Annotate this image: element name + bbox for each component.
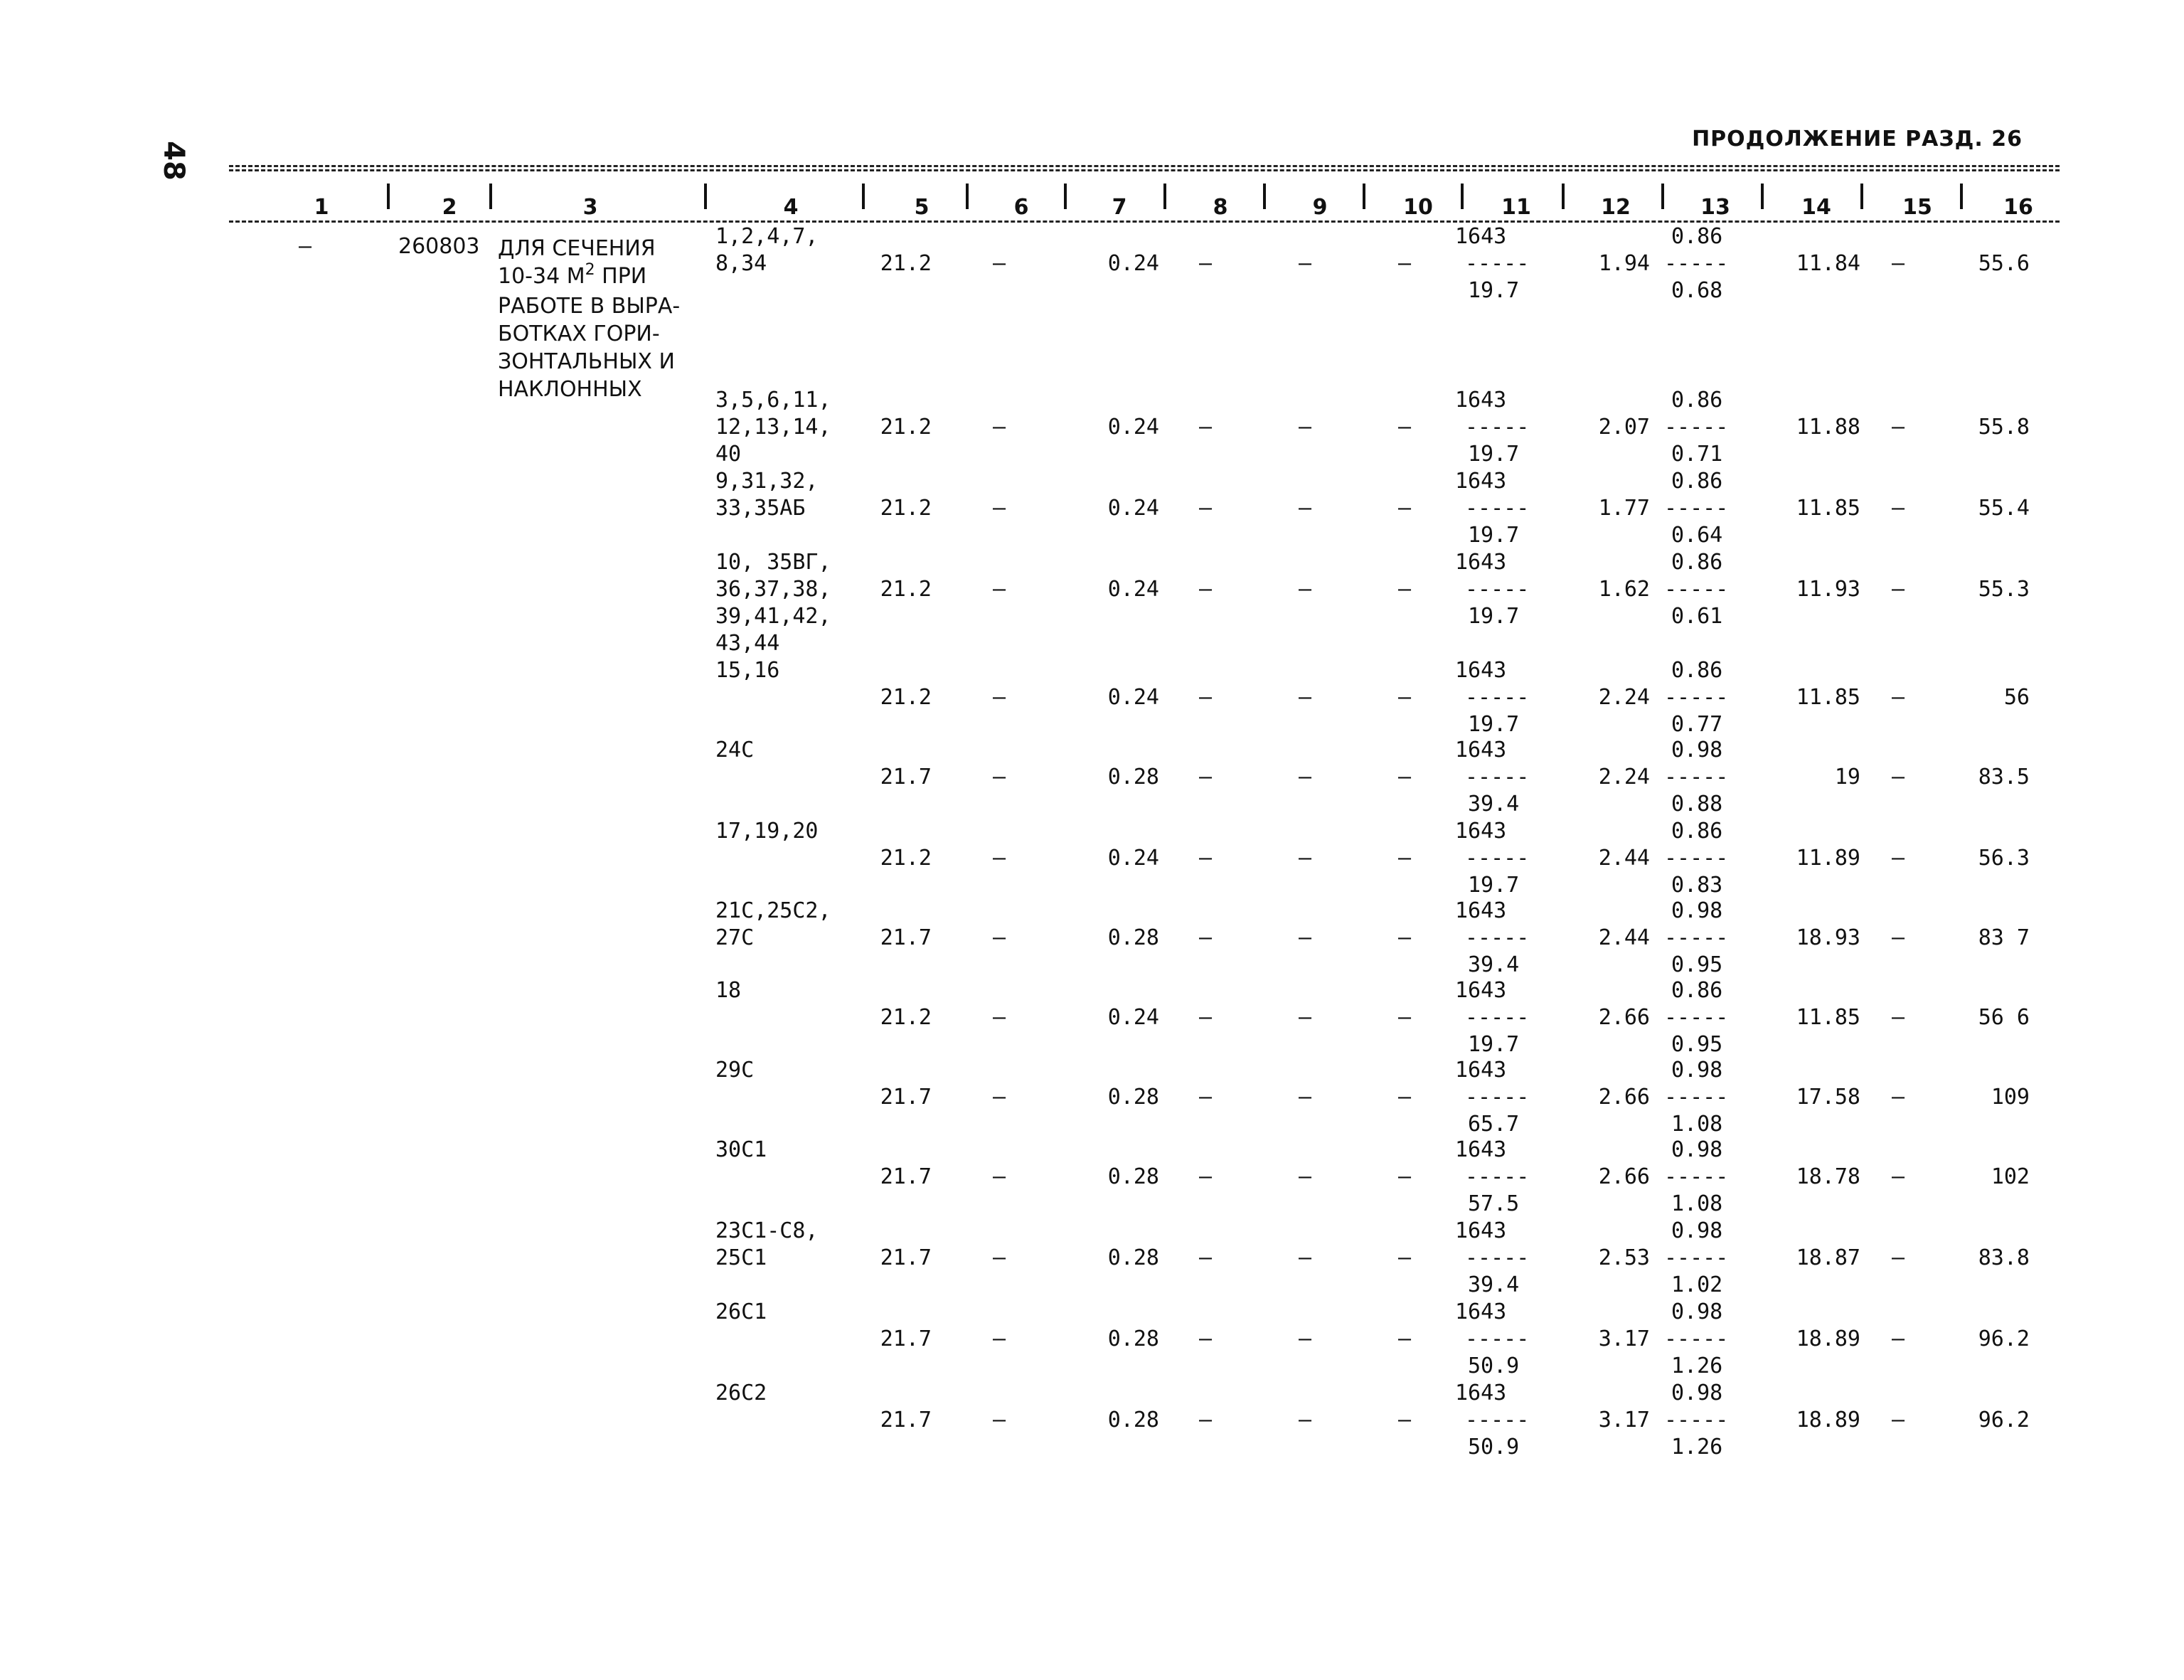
col15-value: – xyxy=(1892,1005,1905,1030)
col13-fraction-bar: ----- xyxy=(1664,1164,1729,1189)
col11-numerator: 1643 xyxy=(1455,469,1507,494)
col13-numerator: 0.98 xyxy=(1671,1137,1723,1162)
col13-denominator: 0.95 xyxy=(1671,1032,1723,1057)
col13-denominator: 1.08 xyxy=(1671,1191,1723,1216)
col5-value: 21.7 xyxy=(880,925,932,950)
col13-numerator: 0.98 xyxy=(1671,1381,1723,1405)
col13-denominator: 0.83 xyxy=(1671,873,1723,898)
col11-fraction-bar: ----- xyxy=(1465,765,1530,790)
col12-value: 3.17 xyxy=(1598,1327,1650,1351)
col11-numerator: 1643 xyxy=(1455,1299,1507,1324)
header-top-rule xyxy=(229,165,2060,167)
col15-value: – xyxy=(1892,415,1905,440)
col11-fraction-bar: ----- xyxy=(1465,251,1530,276)
col8-value: – xyxy=(1199,1005,1213,1030)
col4-line: 21С,25С2, xyxy=(715,898,831,923)
col11-numerator: 1643 xyxy=(1455,224,1507,249)
col7-value: 0.28 xyxy=(1107,765,1159,790)
col10-value: – xyxy=(1398,846,1412,871)
col13-fraction-bar: ----- xyxy=(1664,1085,1729,1110)
col9-value: – xyxy=(1299,496,1312,521)
col7-value: 0.24 xyxy=(1107,496,1159,521)
col11-fraction-bar: ----- xyxy=(1465,1085,1530,1110)
col11-numerator: 1643 xyxy=(1455,658,1507,683)
col8-value: – xyxy=(1199,1327,1213,1351)
col13-numerator: 0.86 xyxy=(1671,550,1723,575)
col5-value: 21.2 xyxy=(880,846,932,871)
col12-value: 2.07 xyxy=(1598,415,1650,440)
col7-value: 0.24 xyxy=(1107,251,1159,276)
col10-value: – xyxy=(1398,925,1412,950)
col5-value: 21.7 xyxy=(880,765,932,790)
col11-denominator: 19.7 xyxy=(1468,712,1520,737)
col14-value: 11.84 xyxy=(1796,251,1860,276)
col13-numerator: 0.98 xyxy=(1671,1218,1723,1243)
col5-value: 21.2 xyxy=(880,496,932,521)
col13-numerator: 0.86 xyxy=(1671,819,1723,844)
col5-value: 21.7 xyxy=(880,1408,932,1432)
col15-value: – xyxy=(1892,1327,1905,1351)
col7-value: 0.24 xyxy=(1107,685,1159,710)
col4-line: 15,16 xyxy=(715,658,780,683)
col11-fraction-bar: ----- xyxy=(1465,1164,1530,1189)
col13-numerator: 0.86 xyxy=(1671,388,1723,413)
header-separator xyxy=(1163,184,1166,209)
col15-value: – xyxy=(1892,1085,1905,1110)
col12-value: 2.44 xyxy=(1598,925,1650,950)
header-separator xyxy=(1064,184,1067,209)
col6-value: – xyxy=(993,765,1006,790)
col16-value: 56 6 xyxy=(1978,1005,2030,1030)
col12-value: 2.24 xyxy=(1598,685,1650,710)
col7-value: 0.24 xyxy=(1107,1005,1159,1030)
col14-value: 11.88 xyxy=(1796,415,1860,440)
header-col-14: 14 xyxy=(1801,195,1831,220)
col11-numerator: 1643 xyxy=(1455,1058,1507,1083)
col13-denominator: 1.26 xyxy=(1671,1435,1723,1460)
col16-value: 55.6 xyxy=(1978,251,2030,276)
header-col-1: 1 xyxy=(314,195,329,220)
col6-value: – xyxy=(993,577,1006,602)
col11-denominator: 39.4 xyxy=(1468,792,1520,817)
col16-value: 109 xyxy=(1991,1085,2030,1110)
col16-value: 56.3 xyxy=(1978,846,2030,871)
col10-value: – xyxy=(1398,577,1412,602)
col14-value: 18.87 xyxy=(1796,1245,1860,1270)
col13-numerator: 0.98 xyxy=(1671,1058,1723,1083)
header-col-3: 3 xyxy=(582,195,598,220)
col8-value: – xyxy=(1199,1164,1213,1189)
col16-value: 83.8 xyxy=(1978,1245,2030,1270)
col11-fraction-bar: ----- xyxy=(1465,496,1530,521)
col14-value: 11.93 xyxy=(1796,577,1860,602)
col7-value: 0.24 xyxy=(1107,577,1159,602)
col12-value: 1.94 xyxy=(1598,251,1650,276)
header-col-15: 15 xyxy=(1902,195,1932,220)
col11-numerator: 1643 xyxy=(1455,1137,1507,1162)
col15-value: – xyxy=(1892,1164,1905,1189)
col4-line: 8,34 xyxy=(715,251,767,276)
col11-denominator: 39.4 xyxy=(1468,952,1520,977)
col11-denominator: 19.7 xyxy=(1468,278,1520,303)
col6-value: – xyxy=(993,1085,1006,1110)
col11-denominator: 19.7 xyxy=(1468,1032,1520,1057)
col15-value: – xyxy=(1892,925,1905,950)
col5-value: 21.7 xyxy=(880,1164,932,1189)
col14-value: 11.85 xyxy=(1796,685,1860,710)
col6-value: – xyxy=(993,415,1006,440)
col13-numerator: 0.86 xyxy=(1671,978,1723,1003)
col8-value: – xyxy=(1199,846,1213,871)
col9-value: – xyxy=(1299,1005,1312,1030)
col16-value: 96.2 xyxy=(1978,1408,2030,1432)
col10-value: – xyxy=(1398,251,1412,276)
col4-line: 36,37,38, xyxy=(715,577,831,602)
col4-line: 33,35АБ xyxy=(715,496,806,521)
col11-numerator: 1643 xyxy=(1455,978,1507,1003)
col7-value: 0.28 xyxy=(1107,925,1159,950)
col6-value: – xyxy=(993,1327,1006,1351)
col9-value: – xyxy=(1299,1085,1312,1110)
col9-value: – xyxy=(1299,577,1312,602)
col4-line: 10, 35ВГ, xyxy=(715,550,831,575)
col5-value: 21.7 xyxy=(880,1085,932,1110)
col7-value: 0.28 xyxy=(1107,1085,1159,1110)
col13-numerator: 0.86 xyxy=(1671,224,1723,249)
col7-value: 0.28 xyxy=(1107,1245,1159,1270)
col13-fraction-bar: ----- xyxy=(1664,1245,1729,1270)
col13-fraction-bar: ----- xyxy=(1664,925,1729,950)
col5-value: 21.2 xyxy=(880,577,932,602)
entry-col1: – xyxy=(299,234,312,259)
col12-value: 1.62 xyxy=(1598,577,1650,602)
header-separator xyxy=(1562,184,1565,209)
col14-value: 18.89 xyxy=(1796,1327,1860,1351)
header-col-7: 7 xyxy=(1112,195,1127,220)
col4-line: 1,2,4,7, xyxy=(715,224,819,249)
col8-value: – xyxy=(1199,1408,1213,1432)
col9-value: – xyxy=(1299,925,1312,950)
header-separator xyxy=(1461,184,1464,209)
header-separator xyxy=(966,184,969,209)
col12-value: 3.17 xyxy=(1598,1408,1650,1432)
col16-value: 96.2 xyxy=(1978,1327,2030,1351)
col11-numerator: 1643 xyxy=(1455,898,1507,923)
header-col-4: 4 xyxy=(783,195,799,220)
col4-line: 9,31,32, xyxy=(715,469,819,494)
col7-value: 0.28 xyxy=(1107,1164,1159,1189)
col4-line: 26С1 xyxy=(715,1299,767,1324)
col13-denominator: 0.61 xyxy=(1671,604,1723,629)
col7-value: 0.24 xyxy=(1107,846,1159,871)
col11-fraction-bar: ----- xyxy=(1465,415,1530,440)
col13-numerator: 0.98 xyxy=(1671,738,1723,762)
col16-value: 83 7 xyxy=(1978,925,2030,950)
col4-line: 26С2 xyxy=(715,1381,767,1405)
col13-fraction-bar: ----- xyxy=(1664,251,1729,276)
col11-denominator: 57.5 xyxy=(1468,1191,1520,1216)
col14-value: 18.78 xyxy=(1796,1164,1860,1189)
col11-fraction-bar: ----- xyxy=(1465,1408,1530,1432)
col14-value: 17.58 xyxy=(1796,1085,1860,1110)
col12-value: 2.66 xyxy=(1598,1085,1650,1110)
col11-denominator: 19.7 xyxy=(1468,523,1520,548)
col11-denominator: 19.7 xyxy=(1468,442,1520,467)
col15-value: – xyxy=(1892,1245,1905,1270)
col11-fraction-bar: ----- xyxy=(1465,846,1530,871)
col9-value: – xyxy=(1299,846,1312,871)
col11-numerator: 1643 xyxy=(1455,1218,1507,1243)
col11-fraction-bar: ----- xyxy=(1465,925,1530,950)
col6-value: – xyxy=(993,846,1006,871)
col13-fraction-bar: ----- xyxy=(1664,846,1729,871)
description-line: БОТКАХ ГОРИ- xyxy=(498,321,660,346)
col11-numerator: 1643 xyxy=(1455,819,1507,844)
col9-value: – xyxy=(1299,1245,1312,1270)
col4-line: 24С xyxy=(715,738,755,762)
col16-value: 83.5 xyxy=(1978,765,2030,790)
col11-numerator: 1643 xyxy=(1455,738,1507,762)
col12-value: 2.24 xyxy=(1598,765,1650,790)
col8-value: – xyxy=(1199,1245,1213,1270)
header-separator xyxy=(1263,184,1266,209)
col8-value: – xyxy=(1199,685,1213,710)
col13-denominator: 0.88 xyxy=(1671,792,1723,817)
header-separator xyxy=(1363,184,1365,209)
col10-value: – xyxy=(1398,496,1412,521)
col13-denominator: 0.71 xyxy=(1671,442,1723,467)
col12-value: 2.53 xyxy=(1598,1245,1650,1270)
col8-value: – xyxy=(1199,1085,1213,1110)
col7-value: 0.28 xyxy=(1107,1408,1159,1432)
col13-fraction-bar: ----- xyxy=(1664,1408,1729,1432)
col4-line: 27С xyxy=(715,925,755,950)
col4-line: 25С1 xyxy=(715,1245,767,1270)
header-separator xyxy=(489,184,492,209)
col10-value: – xyxy=(1398,1408,1412,1432)
col11-numerator: 1643 xyxy=(1455,550,1507,575)
col8-value: – xyxy=(1199,496,1213,521)
col9-value: – xyxy=(1299,1408,1312,1432)
header-col-6: 6 xyxy=(1013,195,1029,220)
col12-value: 1.77 xyxy=(1598,496,1650,521)
col13-fraction-bar: ----- xyxy=(1664,685,1729,710)
col7-value: 0.24 xyxy=(1107,415,1159,440)
col15-value: – xyxy=(1892,765,1905,790)
col5-value: 21.7 xyxy=(880,1245,932,1270)
col13-denominator: 1.26 xyxy=(1671,1354,1723,1378)
header-col-13: 13 xyxy=(1700,195,1730,220)
col13-fraction-bar: ----- xyxy=(1664,1005,1729,1030)
col4-line: 29С xyxy=(715,1058,755,1083)
col5-value: 21.2 xyxy=(880,685,932,710)
col16-value: 102 xyxy=(1991,1164,2030,1189)
col14-value: 11.85 xyxy=(1796,1005,1860,1030)
col11-numerator: 1643 xyxy=(1455,1381,1507,1405)
col6-value: – xyxy=(993,1408,1006,1432)
col10-value: – xyxy=(1398,415,1412,440)
col13-numerator: 0.86 xyxy=(1671,469,1723,494)
col8-value: – xyxy=(1199,925,1213,950)
col5-value: 21.7 xyxy=(880,1327,932,1351)
header-separator xyxy=(1860,184,1863,209)
header-col-16: 16 xyxy=(2003,195,2033,220)
col10-value: – xyxy=(1398,1005,1412,1030)
superscript: 2 xyxy=(585,261,595,279)
col12-value: 2.44 xyxy=(1598,846,1650,871)
col11-denominator: 50.9 xyxy=(1468,1435,1520,1460)
col5-value: 21.2 xyxy=(880,1005,932,1030)
col11-denominator: 39.4 xyxy=(1468,1272,1520,1297)
col16-value: 55.4 xyxy=(1978,496,2030,521)
col12-value: 2.66 xyxy=(1598,1164,1650,1189)
col13-numerator: 0.98 xyxy=(1671,1299,1723,1324)
page-number: 48 xyxy=(157,141,190,181)
col11-fraction-bar: ----- xyxy=(1465,577,1530,602)
col14-value: 18.93 xyxy=(1796,925,1860,950)
header-separator xyxy=(1960,184,1963,209)
col13-numerator: 0.86 xyxy=(1671,658,1723,683)
description-line: 10-34 $М^2$ ПРИ xyxy=(498,261,647,289)
col11-fraction-bar: ----- xyxy=(1465,685,1530,710)
header-col-12: 12 xyxy=(1601,195,1631,220)
header-col-2: 2 xyxy=(442,195,457,220)
header-col-9: 9 xyxy=(1312,195,1328,220)
col13-denominator: 1.08 xyxy=(1671,1112,1723,1137)
description-line: ДЛЯ СЕЧЕНИЯ xyxy=(498,236,656,261)
col13-denominator: 0.95 xyxy=(1671,952,1723,977)
header-col-8: 8 xyxy=(1213,195,1228,220)
col8-value: – xyxy=(1199,251,1213,276)
col13-fraction-bar: ----- xyxy=(1664,1327,1729,1351)
col4-line: 18 xyxy=(715,978,742,1003)
col13-denominator: 0.68 xyxy=(1671,278,1723,303)
col13-fraction-bar: ----- xyxy=(1664,577,1729,602)
description-line: ЗОНТАЛЬНЫХ И xyxy=(498,349,675,374)
col10-value: – xyxy=(1398,1245,1412,1270)
col6-value: – xyxy=(993,1005,1006,1030)
col10-value: – xyxy=(1398,1085,1412,1110)
header-separator xyxy=(387,184,390,209)
col10-value: – xyxy=(1398,1327,1412,1351)
col5-value: 21.2 xyxy=(880,415,932,440)
col11-denominator: 50.9 xyxy=(1468,1354,1520,1378)
header-top-rule-2 xyxy=(229,169,2060,171)
col13-fraction-bar: ----- xyxy=(1664,765,1729,790)
col15-value: – xyxy=(1892,846,1905,871)
col5-value: 21.2 xyxy=(880,251,932,276)
col16-value: 55.8 xyxy=(1978,415,2030,440)
col8-value: – xyxy=(1199,765,1213,790)
col14-value: 19 xyxy=(1834,765,1860,790)
col8-value: – xyxy=(1199,577,1213,602)
col4-line: 30С1 xyxy=(715,1137,767,1162)
col9-value: – xyxy=(1299,685,1312,710)
description-line: РАБОТЕ В ВЫРА- xyxy=(498,294,681,319)
col4-line: 40 xyxy=(715,442,742,467)
col13-denominator: 0.77 xyxy=(1671,712,1723,737)
col9-value: – xyxy=(1299,1327,1312,1351)
col4-line: 43,44 xyxy=(715,631,780,656)
col9-value: – xyxy=(1299,415,1312,440)
col6-value: – xyxy=(993,925,1006,950)
col6-value: – xyxy=(993,685,1006,710)
col6-value: – xyxy=(993,1245,1006,1270)
header-col-10: 10 xyxy=(1403,195,1433,220)
col4-line: 12,13,14, xyxy=(715,415,831,440)
col11-denominator: 19.7 xyxy=(1468,873,1520,898)
col10-value: – xyxy=(1398,1164,1412,1189)
description-line: НАКЛОННЫХ xyxy=(498,377,642,402)
header-col-5: 5 xyxy=(914,195,929,220)
header-separator xyxy=(1661,184,1664,209)
col13-denominator: 1.02 xyxy=(1671,1272,1723,1297)
entry-code: 260803 xyxy=(398,234,480,259)
col14-value: 18.89 xyxy=(1796,1408,1860,1432)
header-separator xyxy=(1761,184,1764,209)
col10-value: – xyxy=(1398,685,1412,710)
col13-numerator: 0.98 xyxy=(1671,898,1723,923)
col13-fraction-bar: ----- xyxy=(1664,415,1729,440)
col13-fraction-bar: ----- xyxy=(1664,496,1729,521)
col11-denominator: 19.7 xyxy=(1468,604,1520,629)
col6-value: – xyxy=(993,496,1006,521)
col7-value: 0.28 xyxy=(1107,1327,1159,1351)
col4-line: 39,41,42, xyxy=(715,604,831,629)
col9-value: – xyxy=(1299,251,1312,276)
col11-fraction-bar: ----- xyxy=(1465,1327,1530,1351)
col6-value: – xyxy=(993,1164,1006,1189)
col9-value: – xyxy=(1299,765,1312,790)
header-separator xyxy=(862,184,865,209)
col4-line: 23С1-С8, xyxy=(715,1218,819,1243)
section-title: ПРОДОЛЖЕНИЕ РАЗД. 26 xyxy=(1692,127,2023,151)
col8-value: – xyxy=(1199,415,1213,440)
col4-line: 3,5,6,11, xyxy=(715,388,831,413)
col6-value: – xyxy=(993,251,1006,276)
col11-fraction-bar: ----- xyxy=(1465,1245,1530,1270)
col16-value: 55.3 xyxy=(1978,577,2030,602)
col14-value: 11.89 xyxy=(1796,846,1860,871)
col15-value: – xyxy=(1892,577,1905,602)
col10-value: – xyxy=(1398,765,1412,790)
col11-fraction-bar: ----- xyxy=(1465,1005,1530,1030)
col15-value: – xyxy=(1892,496,1905,521)
col15-value: – xyxy=(1892,251,1905,276)
entry-description xyxy=(498,235,704,403)
header-separator xyxy=(704,184,707,209)
col9-value: – xyxy=(1299,1164,1312,1189)
col12-value: 2.66 xyxy=(1598,1005,1650,1030)
col4-line: 17,19,20 xyxy=(715,819,819,844)
col11-numerator: 1643 xyxy=(1455,388,1507,413)
col15-value: – xyxy=(1892,1408,1905,1432)
col16-value: 56 xyxy=(2003,685,2030,710)
col13-denominator: 0.64 xyxy=(1671,523,1723,548)
col14-value: 11.85 xyxy=(1796,496,1860,521)
header-col-11: 11 xyxy=(1501,195,1531,220)
col15-value: – xyxy=(1892,685,1905,710)
col11-denominator: 65.7 xyxy=(1468,1112,1520,1137)
